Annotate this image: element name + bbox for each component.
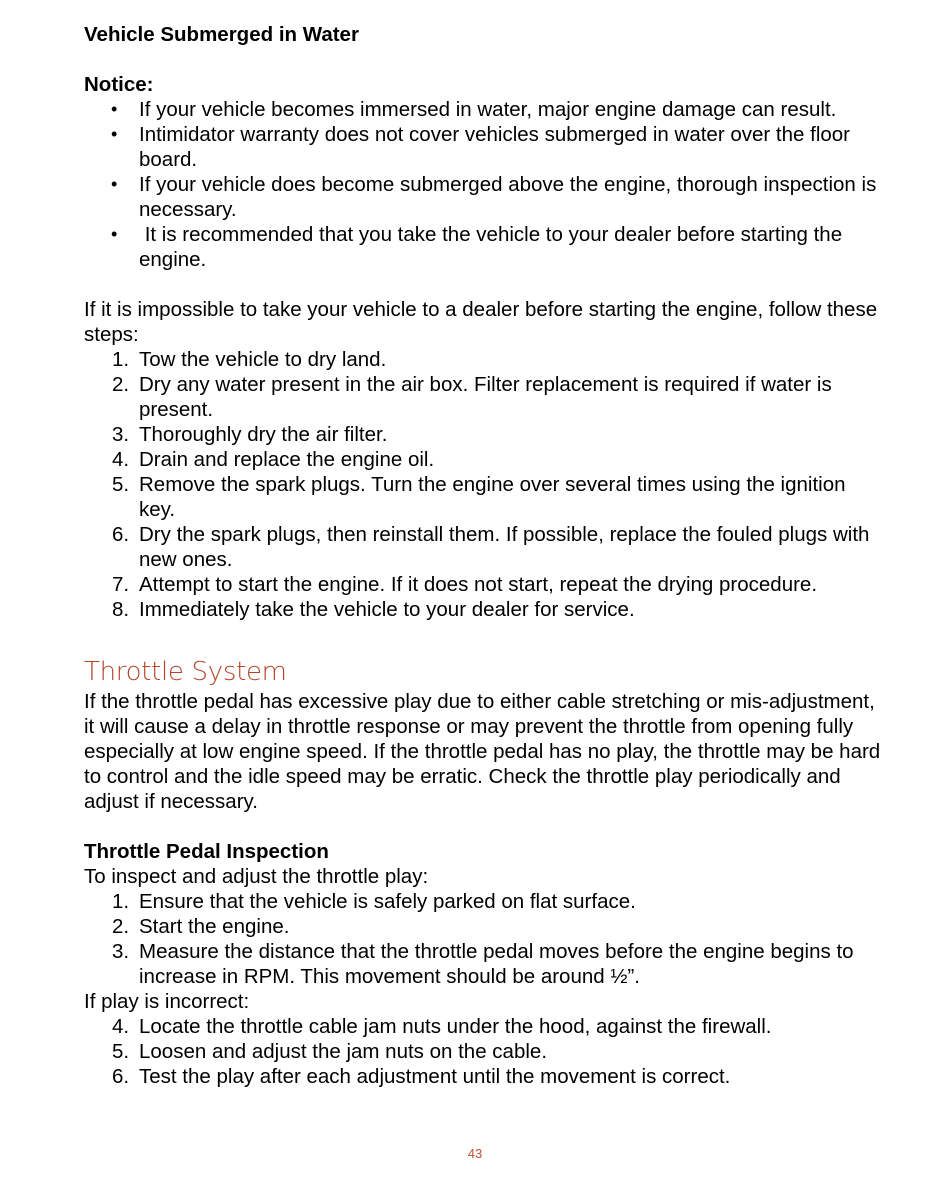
step-number: 5. [112, 473, 130, 496]
step-number: 1. [112, 348, 130, 371]
throttle-paragraph: If the throttle pedal has excessive play due to either cable stretching or mis-adjustment, it will cause a delay in throttle response or may prevent the throttle from opening fully especially at low engine speed. If the throttle pedal has no play, the throttle may be hard to control and the idle speed may be erratic. Check the throttle play periodically and adjust if necessary. [84, 690, 881, 813]
step-number: 8. [112, 598, 130, 621]
step-item [84, 889, 884, 914]
step-item [84, 472, 884, 522]
step-item [84, 1064, 884, 1089]
step-text: Tow the vehicle to dry land. [139, 348, 387, 371]
step-text: Attempt to start the engine. If it does not start, repeat the drying procedure. [139, 573, 818, 596]
step-item [84, 422, 884, 447]
step-number: 2. [112, 915, 130, 938]
step-text: Immediately take the vehicle to your dealer for service. [139, 598, 635, 621]
adjustment-steps [84, 1014, 884, 1089]
step-text: Start the engine. [139, 915, 290, 938]
step-text: Measure the distance that the throttle pedal moves before the engine begins to increase in RPM. This movement should be around ½”. [139, 940, 854, 988]
step-item [84, 914, 884, 939]
section-heading-submerged: Vehicle Submerged in Water [84, 23, 359, 46]
notice-item: • It is recommended that you take the vehicle to your dealer before starting the engine. [84, 222, 884, 272]
step-number: 2. [112, 373, 130, 396]
inspection-heading: Throttle Pedal Inspection [84, 840, 329, 863]
step-item [84, 347, 884, 372]
step-text: Remove the spark plugs. Turn the engine over several times using the ignition key. [139, 473, 846, 521]
step-number: 5. [112, 1040, 130, 1063]
step-item [84, 372, 884, 422]
step-text: Ensure that the vehicle is safely parked on flat surface. [139, 890, 636, 913]
step-number: 3. [112, 940, 130, 963]
step-number: 7. [112, 573, 130, 596]
step-number: 6. [112, 523, 130, 546]
section-title-throttle: Throttle System [84, 657, 287, 687]
step-text: Dry the spark plugs, then reinstall them. If possible, replace the fouled plugs with new ones. [139, 523, 870, 571]
step-item [84, 522, 884, 572]
page-number: 43 [467, 1146, 483, 1161]
step-text: Dry any water present in the air box. Filter replacement is required if water is present. [139, 373, 832, 421]
step-number: 6. [112, 1065, 130, 1088]
notice-list [84, 97, 884, 272]
step-text: Test the play after each adjustment until the movement is correct. [139, 1065, 731, 1088]
step-text: Drain and replace the engine oil. [139, 448, 435, 471]
submerged-intro: If it is impossible to take your vehicle to a dealer before starting the engine, follow these steps: [84, 298, 878, 346]
step-number: 4. [112, 448, 130, 471]
inspection-intro: To inspect and adjust the throttle play: [84, 865, 429, 888]
step-number: 3. [112, 423, 130, 446]
step-number: 1. [112, 890, 130, 913]
notice-item: • If your vehicle becomes immersed in water, major engine damage can result. [84, 97, 884, 122]
step-item [84, 572, 884, 597]
step-item [84, 939, 884, 989]
step-number: 4. [112, 1015, 130, 1038]
step-item [84, 447, 884, 472]
step-item [84, 1014, 884, 1039]
notice-item: • If your vehicle does become submerged above the engine, thorough inspection is necessary. [84, 172, 884, 222]
notice-item: • Intimidator warranty does not cover vehicles submerged in water over the floor board. [84, 122, 884, 172]
submerged-steps [84, 347, 884, 622]
step-text: Thoroughly dry the air filter. [139, 423, 388, 446]
step-item [84, 1039, 884, 1064]
incorrect-label: If play is incorrect: [84, 990, 250, 1013]
step-text: Locate the throttle cable jam nuts under the hood, against the firewall. [139, 1015, 772, 1038]
inspection-steps [84, 889, 884, 989]
manual-page [84, 22, 884, 1089]
notice-label: Notice: [84, 73, 154, 96]
step-text: Loosen and adjust the jam nuts on the cable. [139, 1040, 548, 1063]
step-item [84, 597, 884, 622]
